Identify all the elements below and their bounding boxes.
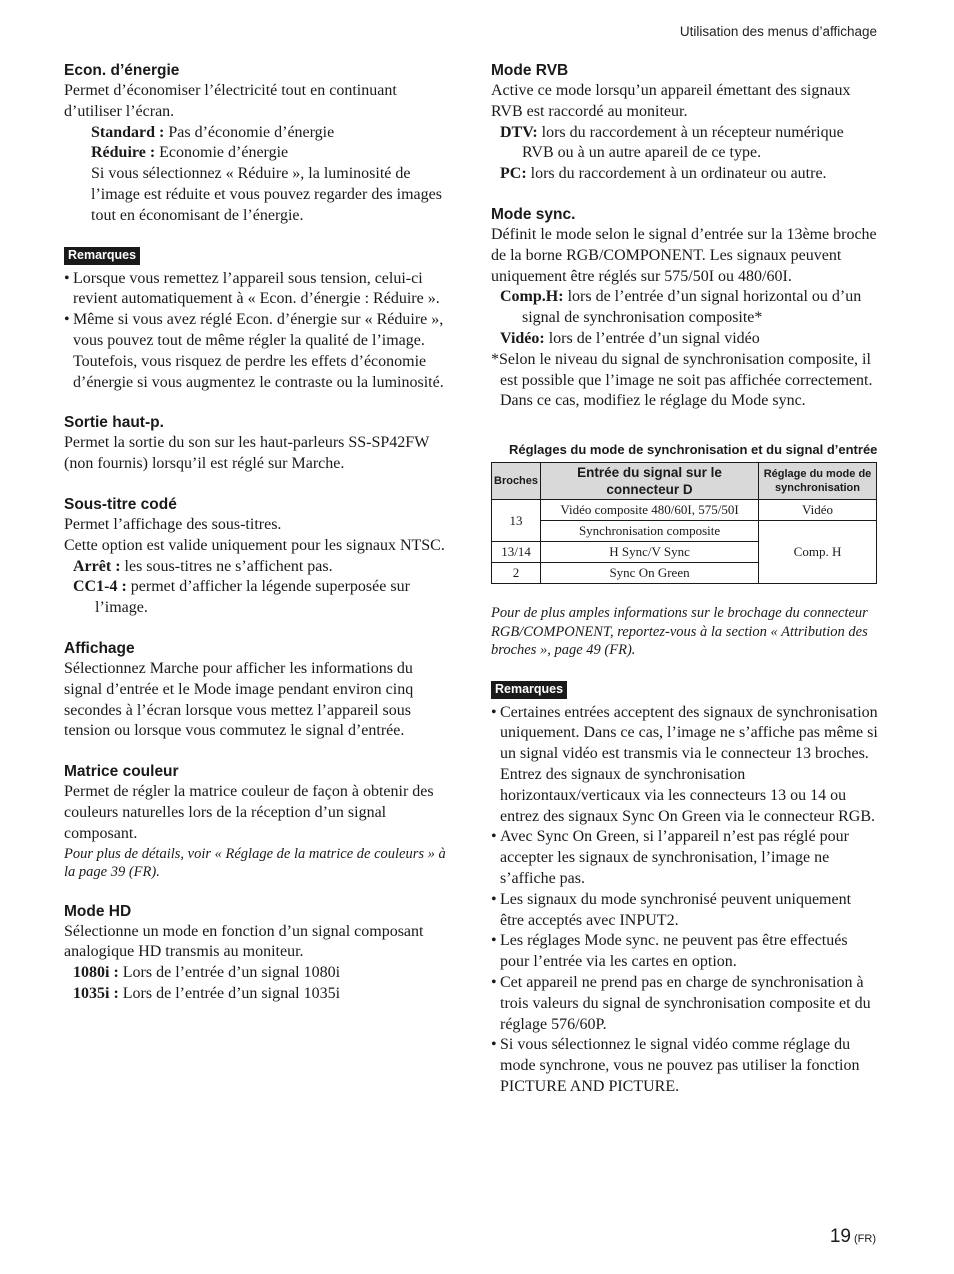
section-title: Mode RVB <box>491 62 569 79</box>
table-cell: 13/14 <box>492 542 541 563</box>
option-text: lors du raccordement à un récepteur numérique RVB ou à un autre apareil de ce type. <box>522 123 844 162</box>
option-text: Pas d’économie d’énergie <box>164 123 335 141</box>
option-arret <box>64 557 450 578</box>
section-desc: Permet de régler la matrice couleur de façon à obtenir des couleurs naturelles lors de la réception d’un signal composant. <box>64 783 434 842</box>
option-text: lors de l’entrée d’un signal vidéo <box>544 329 760 347</box>
note-item: • Certaines entrées acceptent des signaux de synchronisation uniquement. Dans ce cas, l’image ne s’affiche pas même si un signal vidéo est transmis via le connecteur 13 broches. Entrez des signaux de synchronisation horizontaux/verticaux via les connecteurs 13 ou 14 ou entrez des signaux Sync On Green via le connecteur RGB. <box>491 703 878 828</box>
option-term: DTV: <box>500 123 538 141</box>
section-title: Mode HD <box>64 902 132 920</box>
option-term: Comp.H: <box>500 288 564 306</box>
option-text: lors du raccordement à un ordinateur ou autre. <box>526 165 827 183</box>
section-mode-sync <box>491 204 878 412</box>
section-matrice-couleur <box>64 761 450 881</box>
option-detail: Si vous sélectionnez « Réduire », la luminosité de l’image est réduite et vous pouvez regarder des images tout en économisant de l’énergie. <box>91 165 442 224</box>
remarques-block-2 <box>491 680 878 1098</box>
cross-reference: Pour plus de détails, voir « Réglage de la matrice de couleurs » à la page 39 (FR). <box>64 845 446 881</box>
option-text: lors de l’entrée d’un signal horizontal ou d’un signal de synchronisation composite* <box>522 288 862 327</box>
right-column <box>491 60 878 1098</box>
option-1035i <box>64 984 450 1005</box>
header-cell: Réglage du mode de synchronisation <box>759 463 877 500</box>
option-term: 1035i : <box>73 984 119 1002</box>
option-text: Lors de l’entrée d’un signal 1035i <box>118 984 341 1002</box>
section-desc: Définit le mode selon le signal d’entrée sur la 13ème broche de la borne RGB/COMPONENT. Les signaux peuvent uniquement être réglés sur 575/50I ou 480/60I. <box>491 225 877 285</box>
table-cell: 2 <box>492 563 541 584</box>
remarques-badge: Remarques <box>64 247 140 265</box>
left-column <box>64 60 450 1024</box>
page-number <box>830 1226 876 1248</box>
section-mode-hd <box>64 901 450 1005</box>
table-cell: Vidéo composite 480/60I, 575/50I <box>541 500 759 521</box>
note-item: • Les réglages Mode sync. ne peuvent pas être effectués pour l’entrée via les cartes en option. <box>491 931 878 973</box>
remarques-badge: Remarques <box>491 681 567 699</box>
footnote: *Selon le niveau du signal de synchronisation composite, il est possible que l’image ne soit pas affichée correctement. Dans ce cas, modifiez le réglage du Mode sync. <box>491 350 873 410</box>
option-comp-h <box>491 287 878 329</box>
note-item: • Même si vous avez réglé Econ. d’énergie sur « Réduire », vous pouvez tout de même régler la qualité de l’image. Toutefois, vous risquez de perdre les effets d’économie d’énergie si vous augmentez le contraste ou la luminosité. <box>64 310 450 393</box>
section-sortie-haut-p <box>64 412 450 475</box>
table-row <box>492 521 877 542</box>
table-cell: Vidéo <box>759 500 877 521</box>
running-header: Utilisation des menus d’affichage <box>679 24 877 39</box>
table-caption: Réglages du mode de synchronisation et du signal d’entrée <box>509 442 878 458</box>
option-standard <box>64 123 450 144</box>
option-cc <box>64 577 450 619</box>
section-sous-titre <box>64 494 450 619</box>
notes-list <box>491 703 878 1098</box>
section-title: Econ. d’énergie <box>64 62 180 79</box>
table-cell: Sync On Green <box>541 563 759 584</box>
table-cell: Synchronisation composite <box>541 521 759 542</box>
option-text: Lors de l’entrée d’un signal 1080i <box>118 964 341 982</box>
header-cell: Entrée du signal sur le connecteur D <box>541 463 759 500</box>
section-title: Sous-titre codé <box>64 495 177 513</box>
sync-table <box>491 462 877 584</box>
header-cell: Broches <box>492 463 541 500</box>
page-lang: (FR) <box>850 1233 876 1245</box>
sync-table-block <box>491 439 878 660</box>
cross-reference: Pour de plus amples informations sur le brochage du connecteur RGB/COMPONENT, reportez-vous à la section « Attribution des broches », page 49 (FR). <box>491 605 868 659</box>
section-desc: Active ce mode lorsqu’un appareil émettant des signaux RVB est raccordé au moniteur. <box>491 82 851 120</box>
section-desc: Sélectionnez Marche pour afficher les informations du signal d’entrée et le Mode image pendant environ cinq secondes à l’écran lorsque vous mettez l’appareil sous tension ou lorsque vous commutez le signal d’entrée. <box>64 659 414 740</box>
section-title: Matrice couleur <box>64 763 179 781</box>
table-cell: Comp. H <box>759 521 877 584</box>
section-title: Sortie haut-p. <box>64 414 164 432</box>
table-cell: 13 <box>492 500 541 542</box>
section-title: Affichage <box>64 639 135 657</box>
note-item: • Cet appareil ne prend pas en charge de synchronisation à trois valeurs du signal de synchronisation composite et du réglage 576/60P. <box>491 973 878 1035</box>
section-desc: Permet d’économiser l’électricité tout en continuant d’utiliser l’écran. <box>64 82 397 120</box>
option-term: PC: <box>500 165 527 183</box>
option-term: CC1-4 : <box>73 578 127 596</box>
option-term: Standard : <box>91 123 165 141</box>
option-text: les sous-titres ne s’affichent pas. <box>120 557 333 575</box>
option-term: Arrêt : <box>73 557 121 575</box>
remarques-block-1 <box>64 246 450 394</box>
table-cell: H Sync/V Sync <box>541 542 759 563</box>
section-title: Mode sync. <box>491 205 576 223</box>
table-row <box>492 500 877 521</box>
option-text: permet d’afficher la légende superposée sur l’image. <box>95 578 410 617</box>
section-desc: Permet la sortie du son sur les haut-parleurs SS-SP42FW (non fournis) lorsqu’il est réglé sur Marche. <box>64 434 430 473</box>
option-reduire <box>64 143 450 164</box>
note-item: • Avec Sync On Green, si l’appareil n’est pas réglé pour accepter les signaux de synchronisation, l’image ne s’affiche pas. <box>491 827 878 889</box>
section-desc: Sélectionne un mode en fonction d’un signal composant analogique HD transmis au moniteur. <box>64 922 424 961</box>
section-desc: Permet l’affichage des sous-titres. <box>64 515 282 533</box>
option-video <box>491 329 878 350</box>
option-term: 1080i : <box>73 964 119 982</box>
table-header-row <box>492 463 877 500</box>
option-term: Vidéo: <box>500 329 545 347</box>
section-econ-energie <box>64 60 450 227</box>
option-term: Réduire : <box>91 144 156 162</box>
note-item: • Si vous sélectionnez le signal vidéo comme réglage du mode synchrone, vous ne pouvez pas utiliser la fonction PICTURE AND PICTURE. <box>491 1035 878 1097</box>
notes-list <box>64 269 450 394</box>
note-item: • Lorsque vous remettez l’appareil sous tension, celui-ci revient automatiquement à « Econ. d’énergie : Réduire ». <box>64 269 450 311</box>
section-affichage <box>64 638 450 742</box>
option-pc <box>491 164 878 185</box>
option-text: Economie d’énergie <box>155 144 289 162</box>
page-number-value: 19 <box>829 1226 851 1247</box>
option-dtv <box>491 123 878 165</box>
section-mode-rvb <box>491 60 878 185</box>
note-item: • Les signaux du mode synchronisé peuvent uniquement être acceptés avec INPUT2. <box>491 890 878 932</box>
option-1080i <box>64 963 450 984</box>
section-desc: Cette option est valide uniquement pour les signaux NTSC. <box>64 536 445 554</box>
